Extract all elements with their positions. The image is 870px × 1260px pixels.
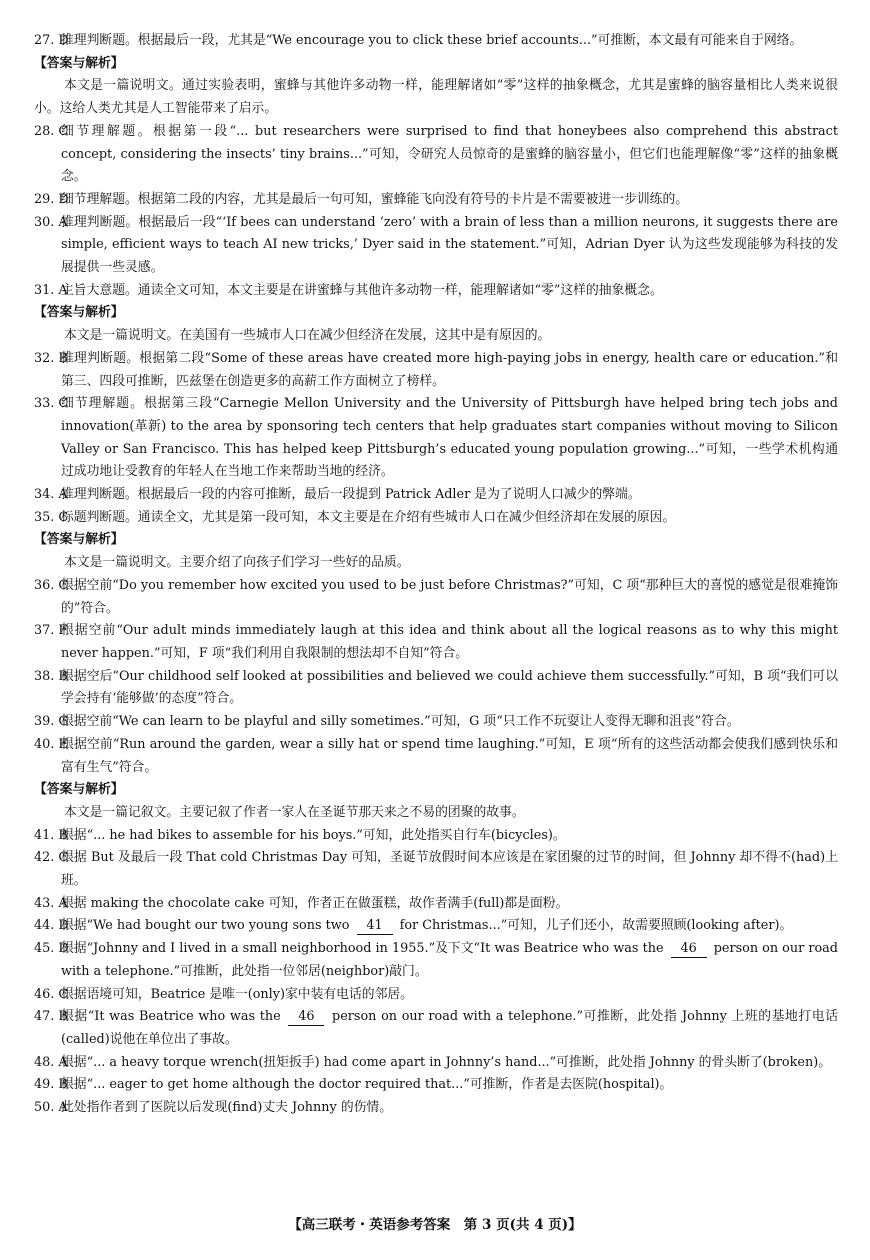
- section-heading: 【答案与解析】: [34, 782, 124, 798]
- answer-explanation: 根据 But 及最后一段 That cold Christmas Day 可知，圣诞节放假时间本应该是在家团聚的过节的时间，但 Johnny 却不得不(had)上班。: [61, 850, 838, 889]
- answer-item: [34, 734, 838, 779]
- answer-explanation: 根据“... he had bikes to assemble for his boys.”可知，此处指买自行车(bicycles)。: [61, 827, 566, 843]
- answer-item: [34, 938, 838, 983]
- answer-number: 49. B: [34, 1077, 68, 1093]
- answer-number: 34. A: [34, 487, 68, 503]
- answer-number: 45. D: [34, 941, 69, 957]
- section-heading: 【答案与解析】: [34, 55, 124, 71]
- blank-number: 46: [288, 1009, 324, 1026]
- answer-number: 35. C: [34, 509, 69, 525]
- explanation-text: 根据“It was Beatrice who was the: [61, 1009, 281, 1025]
- answer-explanation: 根据语境可知，Beatrice 是唯一(only)家中装有电话的邻居。: [61, 986, 413, 1002]
- answer-number: 39. G: [34, 714, 69, 730]
- answer-explanation: 根据“... a heavy torque wrench(扭矩扳手) had come apart in Johnny’s hand...”可推断，此处指 Johnny 的骨头断了(broken)。: [61, 1054, 832, 1070]
- answer-item: [34, 484, 838, 507]
- section-heading: 【答案与解析】: [34, 305, 124, 321]
- answer-explanation: [61, 918, 792, 933]
- passage-summary: 本文是一篇记叙文。主要记叙了作者一家人在圣诞节那天来之不易的团聚的故事。: [64, 804, 525, 820]
- answer-explanation: [61, 1009, 838, 1047]
- passage-summary: 本文是一篇说明文。通过实验表明，蜜蜂与其他许多动物一样，能理解诸如“零”这样的抽象概念，尤其是蜜蜂的脑容量相比人类来说很小。这给人类尤其是人工智能带来了启示。: [34, 78, 838, 117]
- answer-item: [34, 393, 838, 484]
- answer-number: 43. A: [34, 895, 68, 911]
- answer-explanation: 标题判断题。通读全文，尤其是第一段可知，本文主要是在介绍有些城市人口在减少但经济却在发展的原因。: [61, 509, 676, 525]
- explanation-text: 根据“Johnny and I lived in a small neighborhood in 1955.”及下文“It was Beatrice who was the: [61, 941, 664, 957]
- passage-summary: 本文是一篇说明文。主要介绍了向孩子们学习一些好的品质。: [64, 555, 410, 571]
- answer-number: 48. A: [34, 1054, 68, 1070]
- answer-item: [34, 1097, 838, 1120]
- answer-number: 29. D: [34, 191, 69, 207]
- answer-explanation: [61, 941, 838, 979]
- answer-explanation: 根据空后“Our childhood self looked at possibilities and believed we could achieve them successfully.”可知，B 项“我们可以学会持有‘能够做’的态度”符合。: [61, 668, 838, 707]
- answer-number: 40. E: [34, 736, 68, 752]
- answer-item: [34, 212, 838, 280]
- answer-number: 41. B: [34, 827, 68, 843]
- answer-number: 31. A: [34, 282, 68, 298]
- answer-item: [34, 348, 838, 393]
- answer-explanation: 推理判断题。根据最后一段，尤其是“We encourage you to click these brief accounts...”可推断，本文最有可能来自于网络。: [61, 33, 803, 48]
- answer-item: [34, 1006, 838, 1051]
- answer-item: [34, 1052, 838, 1075]
- answer-item: [34, 121, 838, 189]
- answer-number: 37. F: [34, 623, 68, 639]
- answer-explanation: 根据空前“Our adult minds immediately laugh at this idea and think about all the logical reasons as to why this might never happen.”可知，F 项“我们利用自我限制的想法却不自知”符合。: [61, 623, 838, 661]
- explanation-text: for Christmas...”可知，儿子们还小，故需要照顾(looking after)。: [399, 918, 793, 934]
- answer-explanation: 根据空前“Run around the garden, wear a silly hat or spend time laughing.”可知，E 项“所有的这些活动都会使我们感到快乐和富有生气”符合。: [61, 736, 838, 775]
- answer-explanation: 推理判断题。根据最后一段“‘If bees can understand ‘zero’ with a brain of less than a million neurons, it suggests there are simple, efficient ways to teach AI new tricks,’ Dyer said in the statement.”可知，Adrian Dyer 认为这些发现能够为科技的发展提供一些灵感。: [61, 214, 838, 276]
- answer-key-content: [34, 30, 838, 1120]
- answer-item: [34, 1074, 838, 1097]
- explanation-text: person on our road with a telephone.”可推断，此处指 Johnny 上班的基地打电话(called)说他在单位出了事故。: [61, 1009, 839, 1047]
- answer-explanation: 细节理解题。根据第三段“Carnegie Mellon University and the University of Pittsburgh have helped bring tech jobs and innovation(革新) to the area by sponsoring tech centers that help graduates start companies without moving to Silicon Valley or San Francisco. This has helped keep Pittsburgh’s educated young population growing...”可知，一些学术机构通过成功地让受教育的年轻人在当地工作来帮助当地的经济。: [61, 396, 838, 480]
- answer-number: 46. C: [34, 986, 69, 1002]
- passage-summary: 本文是一篇说明文。在美国有一些城市人口在减少但经济在发展，这其中是有原因的。: [64, 328, 551, 344]
- explanation-text: 根据“We had bought our two young sons two: [61, 918, 350, 934]
- answer-item: [34, 30, 838, 53]
- answer-number: 38. B: [34, 668, 68, 684]
- answer-item: [34, 825, 838, 848]
- answer-number: 27. D: [34, 33, 69, 48]
- answer-item: [34, 575, 838, 620]
- answer-item: [34, 711, 838, 734]
- section-heading: 【答案与解析】: [34, 532, 124, 548]
- answer-number: 50. A: [34, 1100, 68, 1116]
- answer-number: 32. B: [34, 350, 68, 366]
- blank-number: 46: [671, 941, 707, 958]
- answer-explanation: 根据“... eager to get home although the doctor required that...”可推断，作者是去医院(hospital)。: [61, 1077, 673, 1093]
- explanation-text: person on our road with a telephone.”可推断，此处指一位邻居(neighbor)敲门。: [61, 941, 838, 979]
- answer-number: 47. B: [34, 1009, 68, 1025]
- answer-explanation: 主旨大意题。通读全文可知，本文主要是在讲蜜蜂与其他许多动物一样，能理解诸如“零”这样的抽象概念。: [61, 282, 663, 298]
- answer-number: 28. C: [34, 123, 69, 139]
- answer-number: 42. C: [34, 850, 69, 866]
- answer-explanation: 细节理解题。根据第二段的内容，尤其是最后一句可知，蜜蜂能飞向没有符号的卡片是不需要被进一步训练的。: [61, 191, 689, 207]
- answer-item: [34, 280, 838, 303]
- answer-item: [34, 666, 838, 711]
- answer-explanation: 根据 making the chocolate cake 可知，作者正在做蛋糕，故作者满手(full)都是面粉。: [61, 895, 569, 911]
- answer-number: 33. C: [34, 396, 69, 412]
- answer-number: 30. A: [34, 214, 68, 230]
- answer-explanation: 根据空前“We can learn to be playful and silly sometimes.”可知，G 项“只工作不玩耍让人变得无聊和沮丧”符合。: [61, 714, 740, 730]
- answer-item: [34, 984, 838, 1007]
- answer-explanation: 此处指作者到了医院以后发现(find)丈夫 Johnny 的伤情。: [61, 1100, 393, 1116]
- answer-number: 36. C: [34, 577, 69, 593]
- answer-number: 44. D: [34, 918, 69, 934]
- answer-item: [34, 847, 838, 892]
- answer-explanation: 推理判断题。根据最后一段的内容可推断，最后一段提到 Patrick Adler 是为了说明人口减少的弊端。: [61, 487, 641, 503]
- answer-item: [34, 893, 838, 916]
- page-footer: 【高三联考・英语参考答案 第 3 页(共 4 页)】: [288, 1217, 582, 1233]
- answer-item: [34, 915, 838, 938]
- answer-explanation: 根据空前“Do you remember how excited you used to be just before Christmas?”可知，C 项“那种巨大的喜悦的感觉是很难掩饰的”符合。: [61, 577, 838, 616]
- answer-explanation: 细节理解题。根据第一段“... but researchers were surprised to find that honeybees also comprehend this abstract concept, considering the insects’ tiny brains...”可知，令研究人员惊奇的是蜜蜂的脑容量小，但它们也能理解像“零”这样的抽象概念。: [61, 123, 838, 185]
- answer-item: [34, 189, 838, 212]
- answer-item: [34, 507, 838, 530]
- blank-number: 41: [357, 918, 393, 935]
- answer-item: [34, 620, 838, 665]
- answer-explanation: 推理判断题。根据第二段“Some of these areas have created more high-paying jobs in energy, health care or education.”和第三、四段可推断，匹兹堡在创造更多的高薪工作方面树立了榜样。: [61, 350, 838, 389]
